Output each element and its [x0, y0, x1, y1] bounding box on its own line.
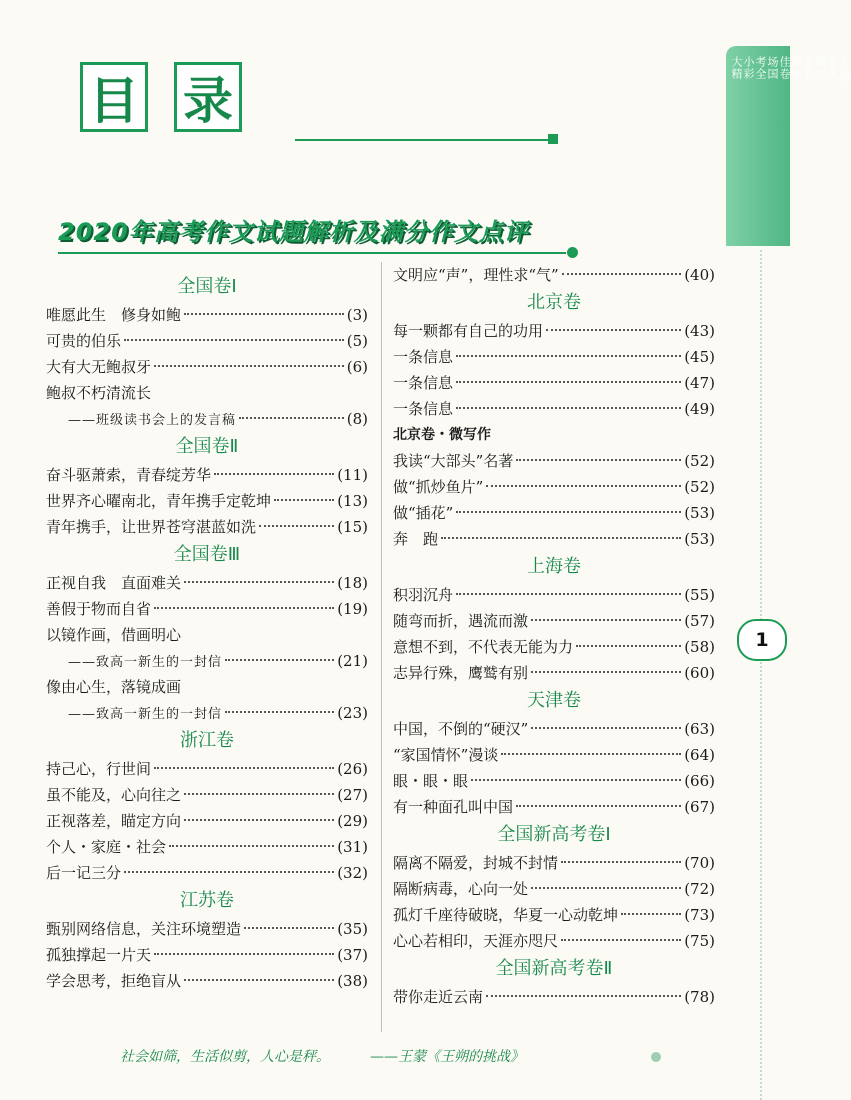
toc-entry-title: 孤独撑起一片天 [46, 946, 152, 964]
toc-right-column [393, 262, 715, 1010]
toc-dot-leader [154, 953, 334, 955]
side-tab-text: 作Ⅲ [790, 56, 803, 82]
toc-dot-leader [531, 887, 681, 889]
toc-entry-page: (11) [337, 466, 368, 484]
section-heading: 上海卷 [527, 556, 581, 577]
toc-entry-title: 青年携手，让世界苍穹湛蓝如洗 [46, 518, 257, 536]
toc-entry-title: ——致高一新生的一封信 [68, 707, 223, 722]
toc-entry[interactable] [46, 916, 368, 942]
toc-entry[interactable] [46, 674, 368, 700]
toc-dot-leader [124, 339, 344, 341]
footer-dot [651, 1052, 661, 1062]
toc-entry[interactable] [393, 608, 715, 634]
toc-dot-leader [531, 727, 681, 729]
toc-dot-leader [531, 671, 681, 673]
toc-entry-page: (5) [346, 332, 368, 350]
toc-entry-page: (67) [684, 798, 715, 816]
toc-dot-leader [214, 473, 334, 475]
toc-entry-title: 一条信息 [393, 348, 454, 366]
toc-entry-title: 带你走近云南 [393, 988, 484, 1006]
toc-entry-title: 有一种面孔叫中国 [393, 798, 514, 816]
page-number-badge: 1 [737, 619, 787, 661]
toc-entry-title: 积羽沉舟 [393, 586, 454, 604]
toc-entry-page: (52) [684, 452, 715, 470]
side-tab [726, 46, 851, 246]
toc-entry-title: 意想不到，不代表无能为力 [393, 638, 574, 656]
toc-dot-leader [225, 659, 334, 661]
toc-entry[interactable] [393, 474, 715, 500]
toc-dot-leader [154, 607, 334, 609]
toc-entry-title: 鲍叔不朽清流长 [46, 384, 152, 402]
toc-entry-page: (19) [337, 600, 368, 618]
toc-entry[interactable] [46, 700, 368, 726]
toc-dot-leader [531, 619, 681, 621]
toc-entry-title: 孤灯千座待破晓，华夏一心动乾坤 [393, 906, 619, 924]
toc-entry-page: (18) [337, 574, 368, 592]
section-heading: 江苏卷 [180, 890, 234, 911]
toc-entry[interactable] [393, 344, 715, 370]
toc-entry-title: 正视落差，瞄定方向 [46, 812, 182, 830]
toc-dot-leader [561, 861, 681, 863]
toc-entry[interactable] [393, 742, 715, 768]
toc-entry-title: 奋斗驱萧索，青春绽芳华 [46, 466, 212, 484]
toc-dot-leader [239, 417, 344, 419]
side-tab-text: 场国 [766, 56, 779, 80]
toc-entry-title: 一条信息 [393, 374, 454, 392]
toc-entry-page: (6) [346, 358, 368, 376]
column-divider [381, 262, 382, 1032]
side-tab-text: 小彩 [742, 56, 755, 80]
toc-dot-leader [154, 767, 334, 769]
toc-entry-title: 心心若相印，天涯亦咫尺 [393, 932, 559, 950]
toc-dot-leader [456, 407, 681, 409]
toc-entry-title: 正视自我 直面难关 [46, 574, 182, 592]
toc-entry-title: 做“抓炒鱼片” [393, 478, 484, 496]
toc-entry-page: (37) [337, 946, 368, 964]
toc-dot-leader [486, 485, 681, 487]
toc-dot-leader [456, 355, 681, 357]
toc-dot-leader [516, 459, 681, 461]
toc-entry-title: 我读“大部头”名著 [393, 452, 514, 470]
toc-entry-title: 文明应“声”，理性求“气” [393, 266, 559, 284]
toc-entry-title: 可贵的伯乐 [46, 332, 122, 350]
toc-entry-page: (27) [337, 786, 368, 804]
toc-entry-title: 学会思考，拒绝盲从 [46, 972, 182, 990]
toc-entry-page: (70) [684, 854, 715, 872]
toc-dot-leader [516, 805, 681, 807]
toc-entry-title: “家国情怀”漫谈 [393, 746, 499, 764]
toc-entry[interactable] [46, 302, 368, 328]
toc-entry-title: ——致高一新生的一封信 [68, 655, 223, 670]
toc-entry-title: 中国，不倒的“硬汉” [393, 720, 529, 738]
toc-entry-page: (45) [684, 348, 715, 366]
toc-entry-title: 奔 跑 [393, 530, 439, 548]
toc-entry-page: (53) [684, 504, 715, 522]
toc-entry[interactable] [46, 860, 368, 886]
banner-title: 2020年高考作文试题解析及满分作文点评 [58, 218, 529, 246]
toc-entry[interactable] [46, 354, 368, 380]
section-heading: 天津卷 [527, 690, 581, 711]
toc-entry[interactable] [46, 622, 368, 648]
toc-entry-page: (75) [684, 932, 715, 950]
toc-entry[interactable] [393, 526, 715, 552]
toc-entry-page: (52) [684, 478, 715, 496]
toc-entry-page: (32) [337, 864, 368, 882]
section-heading: 全国新高考卷Ⅰ [497, 824, 611, 845]
toc-dot-leader [274, 499, 334, 501]
toc-entry-page: (26) [337, 760, 368, 778]
toc-entry[interactable] [393, 500, 715, 526]
toc-entry-title: 个人・家庭・社会 [46, 838, 167, 856]
toc-entry-page: (23) [337, 704, 368, 722]
side-tab-text: 考全 [754, 56, 767, 80]
toc-entry[interactable] [393, 902, 715, 928]
section-heading: 北京卷 [527, 292, 581, 313]
toc-left-column [46, 272, 368, 994]
toc-entry[interactable] [46, 756, 368, 782]
toc-entry[interactable] [46, 488, 368, 514]
toc-dot-leader [456, 593, 681, 595]
toc-entry-page: (64) [684, 746, 715, 764]
toc-entry-page: (58) [684, 638, 715, 656]
toc-entry[interactable] [46, 782, 368, 808]
toc-entry-title: 志异行殊，鹰鹫有别 [393, 664, 529, 682]
toc-dot-leader [184, 313, 344, 315]
toc-entry[interactable] [46, 462, 368, 488]
toc-entry[interactable] [393, 318, 715, 344]
toc-entry-page: (40) [684, 266, 715, 284]
toc-entry[interactable] [46, 328, 368, 354]
toc-entry[interactable] [46, 570, 368, 596]
toc-dot-leader [184, 581, 334, 583]
toc-dot-leader [486, 995, 681, 997]
toc-entry-page: (66) [684, 772, 715, 790]
toc-entry-page: (31) [337, 838, 368, 856]
toc-entry[interactable] [393, 396, 715, 422]
toc-entry-title: 以镜作画，借画明心 [46, 626, 182, 644]
toc-entry[interactable] [393, 634, 715, 660]
side-tab-text: Ⅰ津 [838, 56, 851, 82]
toc-entry[interactable] [393, 876, 715, 902]
toc-entry-title: 随弯而折，遇流而激 [393, 612, 529, 630]
toc-entry-page: (47) [684, 374, 715, 392]
toc-entry-title: ——班级读书会上的发言稿 [68, 413, 237, 428]
footer-quote [120, 1046, 524, 1066]
toc-entry[interactable] [393, 582, 715, 608]
toc-entry-page: (63) [684, 720, 715, 738]
toc-dot-leader [621, 913, 681, 915]
banner-rule [58, 252, 566, 254]
toc-entry-title: 虽不能及，心向往之 [46, 786, 182, 804]
section-heading: 全国卷Ⅲ [173, 544, 241, 565]
toc-entry-page: (38) [337, 972, 368, 990]
toc-entry[interactable] [393, 768, 715, 794]
toc-entry-page: (73) [684, 906, 715, 924]
title-rule-square [548, 134, 558, 144]
toc-entry-page: (21) [337, 652, 368, 670]
toc-entry-title: 持己心，行世间 [46, 760, 152, 778]
footer-quote-source: ——王蒙《王朔的挑战》 [370, 1049, 524, 1065]
toc-entry-page: (29) [337, 812, 368, 830]
toc-entry-page: (8) [346, 410, 368, 428]
toc-entry-page: (43) [684, 322, 715, 340]
toc-entry-page: (60) [684, 664, 715, 682]
toc-entry-title: 后一记三分 [46, 864, 122, 882]
title-char-mu: 目 [80, 62, 148, 132]
toc-entry-page: (53) [684, 530, 715, 548]
toc-entry-title: 隔断病毒，心向一处 [393, 880, 529, 898]
side-tab-text: 国京 [814, 56, 827, 80]
toc-entry-title: 甄别网络信息，关注环境塑造 [46, 920, 242, 938]
toc-entry-page: (13) [337, 492, 368, 510]
section-heading: 全国卷Ⅱ [175, 436, 239, 457]
toc-entry-page: (49) [684, 400, 715, 418]
toc-entry[interactable] [393, 262, 715, 288]
subsection-heading: 北京卷・微写作 [393, 427, 491, 443]
toc-dot-leader [244, 927, 334, 929]
section-heading: 全国新高考卷Ⅱ [495, 958, 613, 979]
side-tab-text: 全北 [802, 56, 815, 80]
toc-dot-leader [471, 779, 681, 781]
toc-dot-leader [501, 753, 681, 755]
toc-entry-title: 像由心生，落镜成画 [46, 678, 182, 696]
page-edge-dots [760, 250, 762, 1100]
toc-entry-title: 眼・眼・眼 [393, 772, 469, 790]
toc-dot-leader [124, 871, 334, 873]
toc-entry-title: 世界齐心曜南北，青年携手定乾坤 [46, 492, 272, 510]
toc-entry-page: (72) [684, 880, 715, 898]
banner-rule-dot [567, 247, 578, 258]
toc-entry[interactable] [46, 968, 368, 994]
title-rule [295, 139, 551, 141]
toc-entry[interactable] [393, 660, 715, 686]
toc-entry[interactable] [46, 834, 368, 860]
toc-entry[interactable] [46, 380, 368, 406]
toc-dot-leader [576, 645, 681, 647]
title-char-lu: 录 [174, 62, 242, 132]
toc-entry-title: 每一颗都有自己的功用 [393, 322, 544, 340]
toc-entry[interactable] [46, 942, 368, 968]
side-tab-text: 卷天 [826, 56, 839, 80]
toc-dot-leader [225, 711, 334, 713]
toc-entry-title: 做“插花” [393, 504, 454, 522]
toc-entry[interactable] [393, 716, 715, 742]
section-heading: 全国卷Ⅰ [177, 276, 237, 297]
toc-dot-leader [441, 537, 681, 539]
toc-entry-page: (57) [684, 612, 715, 630]
toc-entry-page: (78) [684, 988, 715, 1006]
toc-dot-leader [169, 845, 334, 847]
toc-entry-page: (3) [346, 306, 368, 324]
toc-entry[interactable] [393, 928, 715, 954]
toc-entry[interactable] [393, 984, 715, 1010]
toc-entry-title: 隔离不隔爱，封城不封情 [393, 854, 559, 872]
toc-entry-page: (35) [337, 920, 368, 938]
toc-dot-leader [184, 793, 334, 795]
toc-dot-leader [456, 511, 681, 513]
footer-quote-text: 社会如筛，生活似剪，人心是秤。 [120, 1049, 330, 1065]
toc-entry[interactable] [46, 514, 368, 540]
toc-entry-title: 唯愿此生 修身如鲍 [46, 306, 182, 324]
toc-entry[interactable] [393, 448, 715, 474]
toc-dot-leader [546, 329, 681, 331]
toc-entry[interactable] [46, 596, 368, 622]
toc-entry[interactable] [46, 808, 368, 834]
side-tab-text: 大精 [730, 56, 743, 80]
toc-dot-leader [154, 365, 344, 367]
side-tab-text: 佳卷 [778, 56, 791, 80]
toc-entry[interactable] [393, 794, 715, 820]
toc-entry-title: 善假于物而自省 [46, 600, 152, 618]
toc-entry-title: 一条信息 [393, 400, 454, 418]
toc-entry[interactable] [393, 370, 715, 396]
toc-dot-leader [259, 525, 334, 527]
toc-dot-leader [561, 939, 681, 941]
section-heading: 浙江卷 [180, 730, 234, 751]
toc-entry[interactable] [393, 850, 715, 876]
toc-entry-title: 大有大无鲍叔牙 [46, 358, 152, 376]
toc-dot-leader [456, 381, 681, 383]
toc-dot-leader [184, 979, 334, 981]
toc-entry[interactable] [46, 406, 368, 432]
toc-dot-leader [562, 273, 682, 275]
toc-entry[interactable] [46, 648, 368, 674]
toc-entry-page: (15) [337, 518, 368, 536]
toc-entry-page: (55) [684, 586, 715, 604]
toc-dot-leader [184, 819, 334, 821]
